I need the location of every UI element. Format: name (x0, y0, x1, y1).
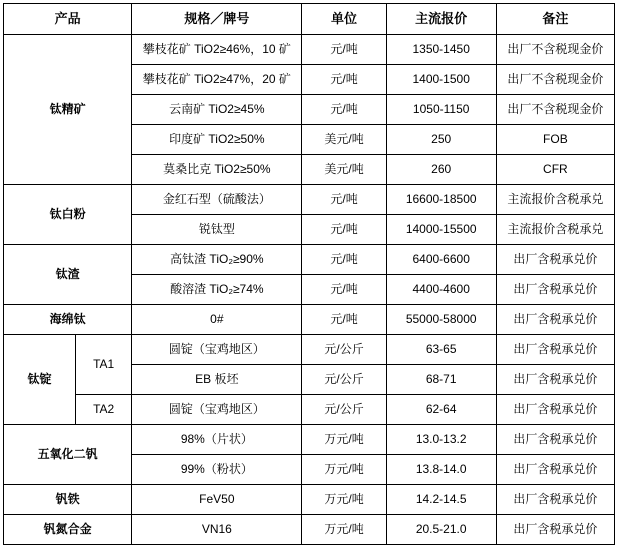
spec-cell: 锐钛型 (132, 215, 302, 245)
product-category-cell: 钒氮合金 (4, 515, 132, 545)
spec-cell: EB 板坯 (132, 365, 302, 395)
price-cell: 13.8-14.0 (386, 455, 496, 485)
price-cell: 6400-6600 (386, 245, 496, 275)
table-body (4, 4, 615, 545)
price-cell: 63-65 (386, 335, 496, 365)
unit-cell: 元/吨 (302, 95, 386, 125)
remark-cell: 出厂含税承兑价 (496, 515, 614, 545)
header-remark: 备注 (496, 4, 614, 35)
remark-cell: 出厂含税承兑价 (496, 455, 614, 485)
price-quote-table (3, 3, 615, 545)
spec-cell: 圆锭（宝鸡地区） (132, 395, 302, 425)
header-product: 产品 (4, 4, 132, 35)
table-row (4, 185, 615, 215)
unit-cell: 元/吨 (302, 65, 386, 95)
unit-cell: 元/吨 (302, 275, 386, 305)
remark-cell: 出厂含税承兑价 (496, 485, 614, 515)
remark-cell: 出厂含税承兑价 (496, 395, 614, 425)
spec-cell: 攀枝花矿 TiO2≥46%，10 矿 (132, 35, 302, 65)
spec-cell: 莫桑比克 TiO2≥50% (132, 155, 302, 185)
header-price: 主流报价 (386, 4, 496, 35)
spec-cell: 圆锭（宝鸡地区） (132, 335, 302, 365)
unit-cell: 元/吨 (302, 215, 386, 245)
remark-cell: 出厂含税承兑价 (496, 245, 614, 275)
product-category-cell: 五氧化二钒 (4, 425, 132, 485)
header-spec: 规格／牌号 (132, 4, 302, 35)
price-cell: 68-71 (386, 365, 496, 395)
product-grade-cell: TA1 (76, 335, 132, 395)
remark-cell: 主流报价含税承兑 (496, 215, 614, 245)
price-cell: 55000-58000 (386, 305, 496, 335)
product-category-cell: 钛白粉 (4, 185, 132, 245)
spec-cell: VN16 (132, 515, 302, 545)
unit-cell: 元/吨 (302, 305, 386, 335)
product-category-cell: 钛渣 (4, 245, 132, 305)
remark-cell: 主流报价含税承兑 (496, 185, 614, 215)
product-category-cell: 钛精矿 (4, 35, 132, 185)
unit-cell: 美元/吨 (302, 125, 386, 155)
spec-cell: 酸溶渣 TiO₂≥74% (132, 275, 302, 305)
spec-cell: 攀枝花矿 TiO2≥47%，20 矿 (132, 65, 302, 95)
spec-cell: 高钛渣 TiO₂≥90% (132, 245, 302, 275)
unit-cell: 元/公斤 (302, 365, 386, 395)
price-cell: 14.2-14.5 (386, 485, 496, 515)
price-cell: 16600-18500 (386, 185, 496, 215)
unit-cell: 元/吨 (302, 245, 386, 275)
spec-cell: 云南矿 TiO2≥45% (132, 95, 302, 125)
table-row (4, 35, 615, 65)
remark-cell: 出厂含税承兑价 (496, 365, 614, 395)
table-row (4, 425, 615, 455)
unit-cell: 元/吨 (302, 35, 386, 65)
product-category-cell: 海绵钛 (4, 305, 132, 335)
price-cell: 250 (386, 125, 496, 155)
table-row (4, 305, 615, 335)
table-row (4, 395, 615, 425)
product-category-cell: 钛锭 (4, 335, 76, 425)
remark-cell: 出厂含税承兑价 (496, 425, 614, 455)
table-header-row (4, 4, 615, 35)
price-cell: 13.0-13.2 (386, 425, 496, 455)
price-cell: 1350-1450 (386, 35, 496, 65)
remark-cell: 出厂不含税现金价 (496, 35, 614, 65)
remark-cell: CFR (496, 155, 614, 185)
table-row (4, 245, 615, 275)
unit-cell: 万元/吨 (302, 455, 386, 485)
price-cell: 1050-1150 (386, 95, 496, 125)
table-row (4, 335, 615, 365)
unit-cell: 元/吨 (302, 185, 386, 215)
remark-cell: FOB (496, 125, 614, 155)
product-category-cell: 钒铁 (4, 485, 132, 515)
spec-cell: 0# (132, 305, 302, 335)
spec-cell: FeV50 (132, 485, 302, 515)
spec-cell: 98%（片状） (132, 425, 302, 455)
remark-cell: 出厂含税承兑价 (496, 305, 614, 335)
header-unit: 单位 (302, 4, 386, 35)
price-cell: 260 (386, 155, 496, 185)
product-grade-cell: TA2 (76, 395, 132, 425)
remark-cell: 出厂不含税现金价 (496, 95, 614, 125)
table-row (4, 515, 615, 545)
price-cell: 4400-4600 (386, 275, 496, 305)
spec-cell: 99%（粉状） (132, 455, 302, 485)
price-cell: 1400-1500 (386, 65, 496, 95)
remark-cell: 出厂含税承兑价 (496, 335, 614, 365)
remark-cell: 出厂含税承兑价 (496, 275, 614, 305)
price-cell: 62-64 (386, 395, 496, 425)
remark-cell: 出厂不含税现金价 (496, 65, 614, 95)
unit-cell: 万元/吨 (302, 425, 386, 455)
price-cell: 14000-15500 (386, 215, 496, 245)
table-row (4, 485, 615, 515)
unit-cell: 元/公斤 (302, 335, 386, 365)
spec-cell: 金红石型（硫酸法） (132, 185, 302, 215)
unit-cell: 美元/吨 (302, 155, 386, 185)
unit-cell: 万元/吨 (302, 485, 386, 515)
price-cell: 20.5-21.0 (386, 515, 496, 545)
unit-cell: 元/公斤 (302, 395, 386, 425)
spec-cell: 印度矿 TiO2≥50% (132, 125, 302, 155)
unit-cell: 万元/吨 (302, 515, 386, 545)
